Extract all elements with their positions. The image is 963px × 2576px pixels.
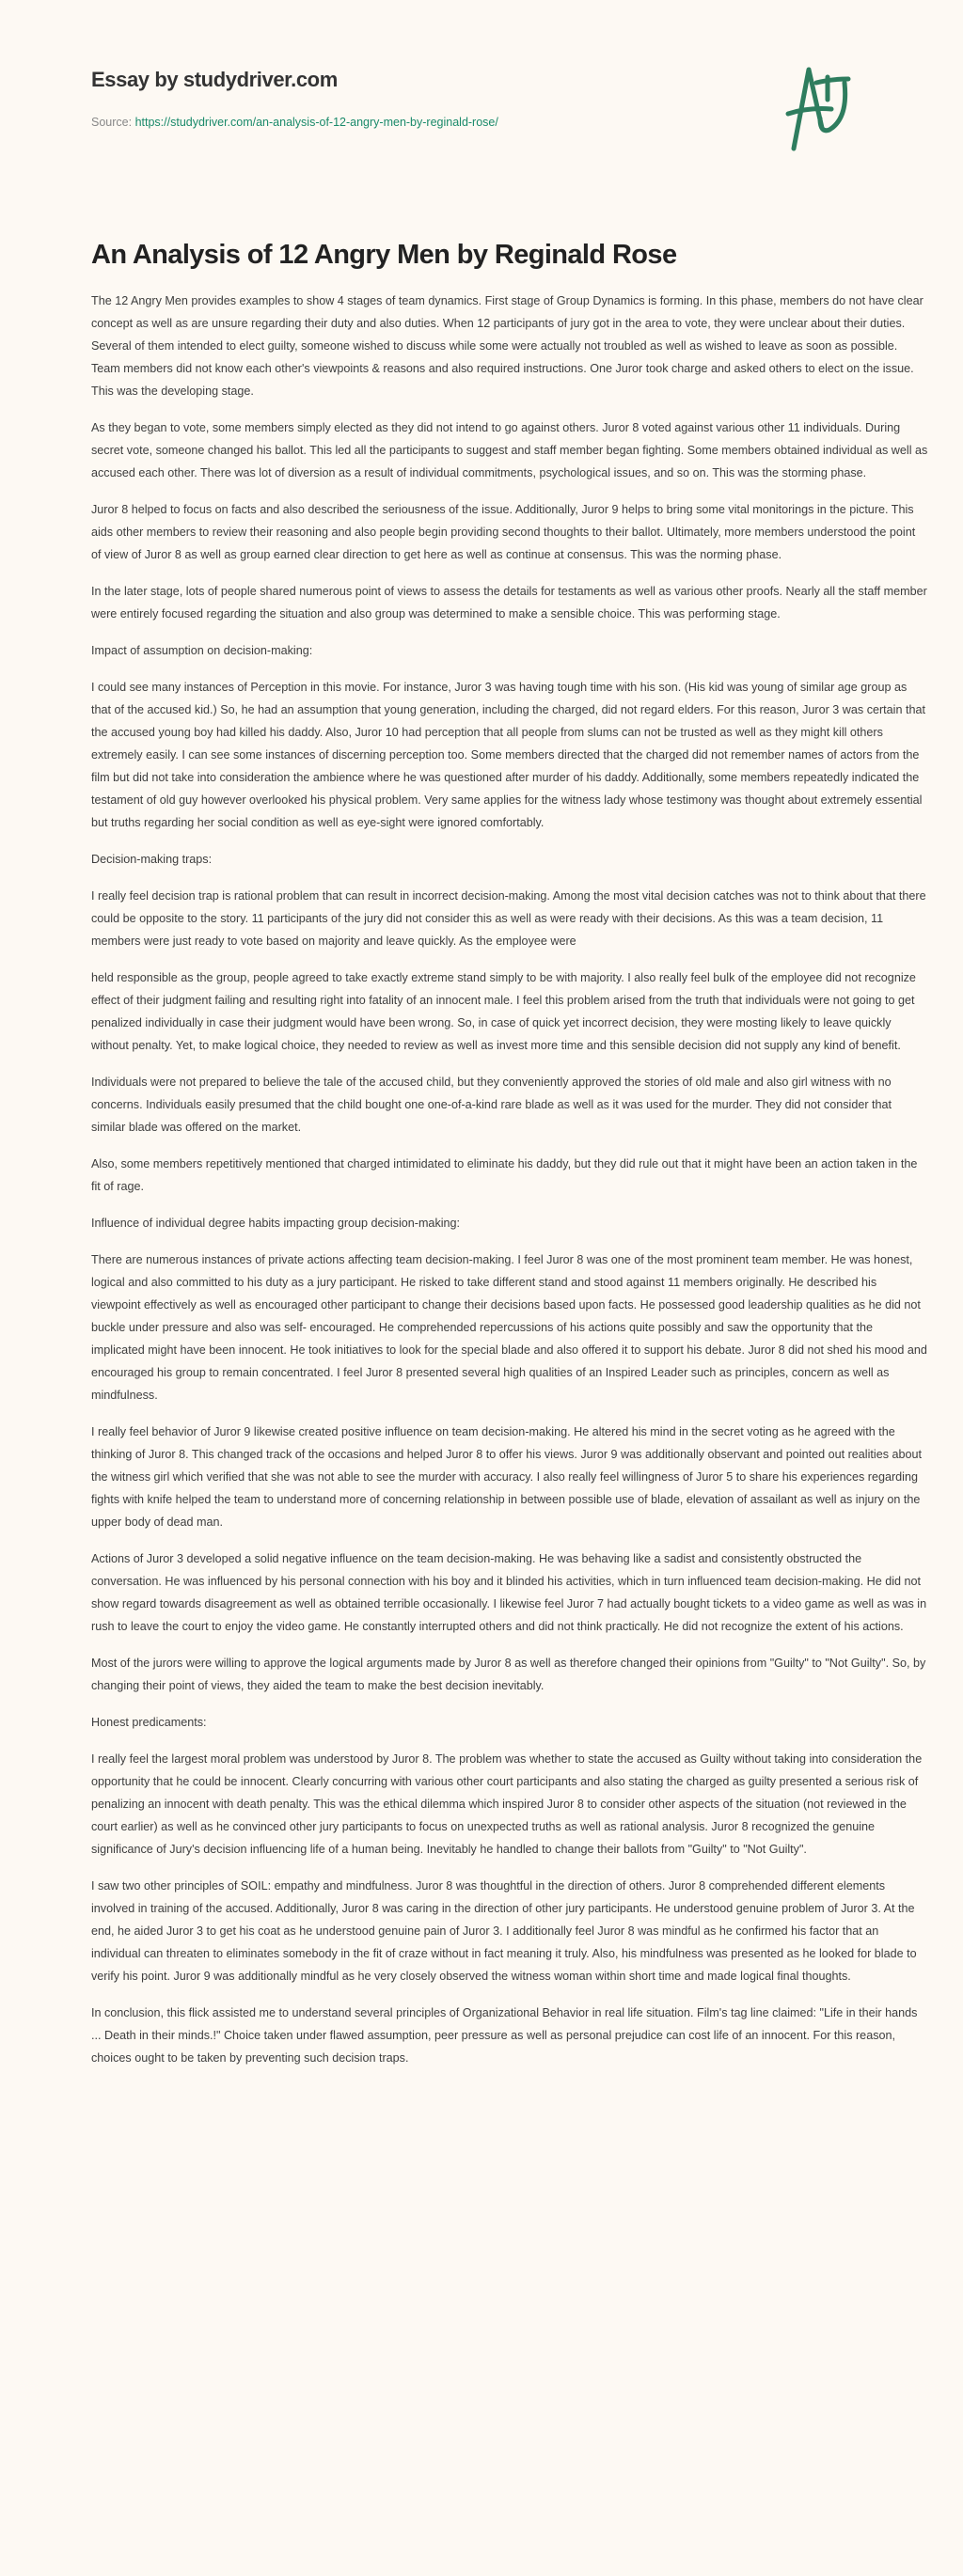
source-label: Source:	[91, 116, 133, 129]
paragraph: As they began to vote, some members simply elected as they did not intend to go against others. Juror 8 voted against various other 11 individuals. During secret vote, someone changed his ballot. This led all the participants to suggest and staff member began fighting. Some members obtained individual as well as accused each other. There was lot of diversion as a result of individual commitments, psychological issues, and so on. This was the storming phase.	[91, 421, 928, 479]
paragraph: Actions of Juror 3 developed a solid negative influence on the team decision-making. He was behaving like a sadist and consistently obstructed the conversation. He was influenced by his personal connection with his boy and it blinded his activities, which in turn influenced team decision-making. He did not show regard towards disagreement as well as obtained terrible occasionally. I likewise feel Juror 7 had actually bought tickets to a video game as well as was in rush to leave the court to enjoy the video game. He constantly interrupted others and did not think practically. He did not recognize the extent of his actions.	[91, 1552, 927, 1633]
paragraph: I could see many instances of Perception in this movie. For instance, Juror 3 was having tough time with his son. (His kid was young of similar age group as that of the accused kid.) So, he had an assumption that young generation, including the charged, did not regard elders. For this reason, Juror 3 was certain that the accused young boy had killed his daddy. Also, Juror 10 had perception that all people from slums can not be trusted as well as they might kill others extremely easily. I can see some instances of discerning perception too. Some members directed that the charged did not remember names of actors from the film but did not take into consideration the ambience where he was questioned after murder of his daddy. Additionally, some members repeatedly indicated the testament of old guy however overlooked his physical problem. Very same applies for the witness lady whose testimony was thought about extremely essential but truths regarding her social condition as well as eye-sight were ignored comfortably.	[91, 681, 925, 829]
paragraph: In conclusion, this flick assisted me to understand several principles of Organizational Behavior in real life situation. Film's tag line claimed: "Life in their hands ... Death in their minds.!" Choice taken under flawed assumption, peer pressure as well as personal prejudice can cost life of an innocent. For this reason, choices ought to be taken by preventing such decision traps.	[91, 2006, 918, 2065]
paragraph: Juror 8 helped to focus on facts and also described the seriousness of the issue. Additionally, Juror 9 helps to bring some vital monitorings in the picture. This aids other members to review their reasoning and also people begin providing second thoughts to their ballot. Ultimately, more members understood the point of view of Juror 8 as well as group earned clear direction to get here as well as continue at consensus. This was the norming phase.	[91, 503, 916, 561]
paragraph: Individuals were not prepared to believe the tale of the accused child, but they conveniently approved the stories of old male and also girl witness with no concerns. Individuals easily presumed that the child bought one one-of-a-kind rare blade as well as it was used for the murder. They did not consider that similar blade was offered on the market.	[91, 1076, 892, 1134]
paragraph: There are numerous instances of private actions affecting team decision-making. I feel Juror 8 was one of the most prominent team member. He was honest, logical and also committed to his duty as a jury participant. He risked to take different stand and stood against 11 members originally. He described his viewpoint effectively as well as encouraged other participant to change their decisions based upon facts. He possessed good leadership qualities as he did not buckle under pressure and also was self- encouraged. He comprehended repercussions of his actions quite possibly and saw the opportunity that the implicated might have been innocent. He took initiatives to look for the special blade and also offered it to support his debate. Juror 8 did not shed his mood and encouraged his group to remain concentrated. I feel Juror 8 presented several high qualities of an Inspired Leader such as principles, concern as well as mindfulness.	[91, 1253, 927, 1402]
page-header	[0, 0, 963, 221]
source-line	[91, 116, 498, 129]
source-link[interactable]: https://studydriver.com/an-analysis-of-12-angry-men-by-reginald-rose/	[134, 116, 498, 129]
paragraph: Also, some members repetitively mentioned that charged intimidated to eliminate his daddy, but they did rule out that it might have been an action taken in the fit of rage.	[91, 1157, 918, 1193]
section-heading: Influence of individual degree habits impacting group decision-making:	[91, 1217, 461, 1230]
paragraph: Most of the jurors were willing to approve the logical arguments made by Juror 8 as well as therefore changed their opinions from "Guilty" to "Not Guilty". So, by changing their point of views, they aided the team to make the best decision inevitably.	[91, 1657, 926, 1692]
section-heading: Impact of assumption on decision-making:	[91, 644, 313, 657]
paragraph: I really feel behavior of Juror 9 likewise created positive influence on team decision-making. He altered his mind in the secret voting as he agreed with the thinking of Juror 8. This changed track of the occasions and helped Juror 8 to offer his views. Juror 9 was additionally observant and pointed out realities about the witness girl which verified that she was not able to see the murder with accuracy. I also really feel willingness of Juror 5 to share his experiences regarding fights with knife helped the team to understand more of concerning relationship in between possible use of blade, elevation of assailant as well as injury on the upper body of dead man.	[91, 1425, 923, 1529]
paragraph: The 12 Angry Men provides examples to show 4 stages of team dynamics. First stage of Group Dynamics is forming. In this phase, members do not have clear concept as well as are unsure regarding their duty and also duties. When 12 participants of jury got in the area to vote, they were unclear about their duties. Several of them intended to elect guilty, someone wished to discuss while some were actually not troubled as well as wished to leave as soon as possible. Team members did not know each other's viewpoints & reasons and also required instructions. One Juror took charge and asked others to elect on the issue. This was the developing stage.	[91, 294, 924, 398]
article-body	[91, 290, 928, 2069]
paragraph: In the later stage, lots of people shared numerous point of views to assess the details for testaments as well as various other proofs. Nearly all the staff member were entirely focused regarding the situation and also group was determined to make a sensible choice. This was performing stage.	[91, 585, 927, 620]
article-title: An Analysis of 12 Angry Men by Reginald Rose	[91, 240, 677, 270]
paragraph: I really feel the largest moral problem was understood by Juror 8. The problem was whether to state the accused as Guilty without taking into consideration the opportunity that he could be innocent. Clearly concurring with various other court participants and also stating the charged as guilty presented a serious risk of penalizing an innocent with death penalty. This was the ethical dilemma which inspired Juror 8 to consider other aspects of the situation (not reviewed in the court earlier) as well as he convinced other jury participants to focus on unexpected truths as well as rational analysis. Juror 8 recognized the genuine significance of Jury's decision influencing life of a human being. Inevitably he handled to change their ballots from "Guilty" to "Not Guilty".	[91, 1752, 923, 1856]
section-heading: Honest predicaments:	[91, 1716, 207, 1729]
paragraph: I really feel decision trap is rational problem that can result in incorrect decision-making. Among the most vital decision catches was not to think about that there could be opposite to the story. 11 participants of the jury did not consider this as well as were ready with their decisions. As this was a team decision, 11 members were just ready to vote based on majority and leave quickly. As the employee were	[91, 889, 926, 948]
a-plus-logo-icon	[782, 62, 895, 156]
paragraph: I saw two other principles of SOIL: empathy and mindfulness. Juror 8 was thoughtful in the direction of others. Juror 8 comprehended different elements involved in training of the accused. Additionally, Juror 8 was caring in the direction of other jury participants. He understood genuine problem of Juror 3. At the end, he aided Juror 3 to get his coat as he understood genuine pain of Juror 3. I additionally feel Juror 8 was mindful as he confirmed his factor that an individual can threaten to eliminates somebody in the fit of craze without in fact meaning it truly. Also, his mindfulness was presented as he looked for blade to verify his point. Juror 9 was additionally mindful as he very closely observed the witness woman within short time and made logical final thoughts.	[91, 1879, 917, 1983]
section-heading: Decision-making traps:	[91, 853, 213, 866]
paragraph: held responsible as the group, people agreed to take exactly extreme stand simply to be with majority. I also really feel bulk of the employee did not recognize effect of their judgment failing and resulting right into fatality of an innocent male. I feel this problem arised from the truth that individuals were not going to get penalized individually in case their judgment would have been wrong. So, in case of quick yet incorrect decision, they were mosting likely to leave quickly without penalty. Yet, to make logical choice, they needed to review as well as invest more time and this sensible decision did not supply any kind of benefit.	[91, 971, 916, 1052]
site-title: Essay by studydriver.com	[91, 68, 338, 91]
